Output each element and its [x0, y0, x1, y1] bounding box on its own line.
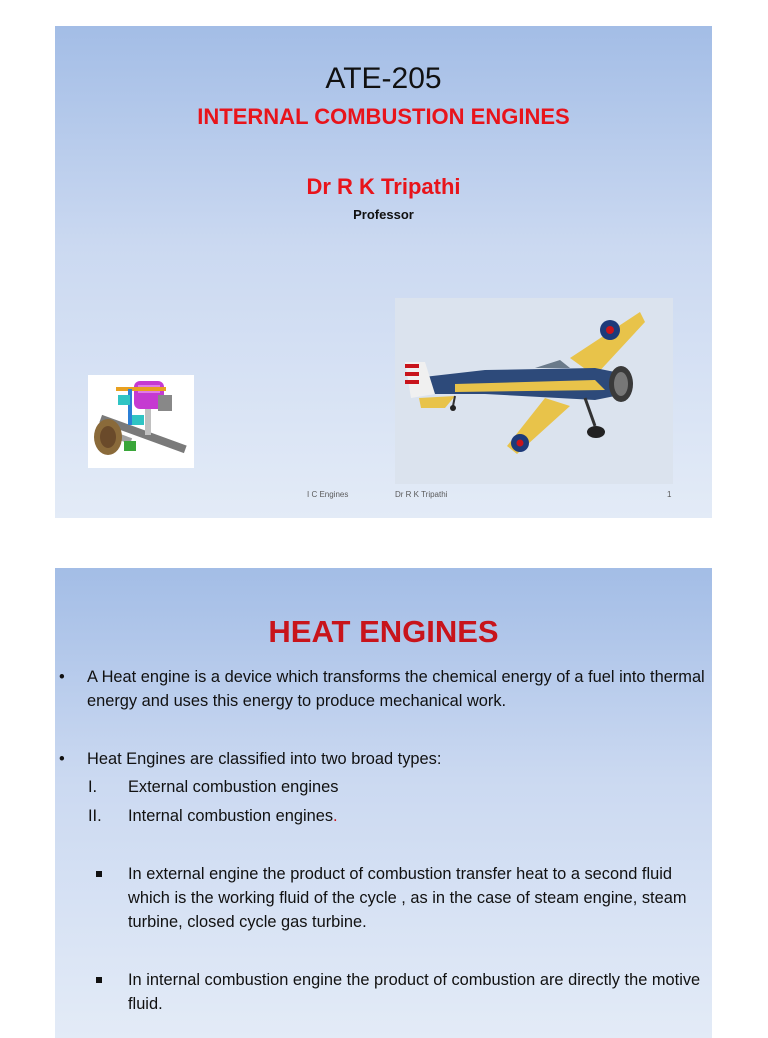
list-number: I. — [88, 778, 98, 796]
slide-title: INTERNAL COMBUSTION ENGINES — [197, 104, 570, 129]
page-number: 1 — [667, 490, 672, 499]
course-code: ATE-205 — [325, 62, 442, 95]
engine-diagram-image — [88, 375, 194, 468]
bullet-text: A Heat engine is a device which transforms the chemical energy of a fuel into thermal energy and uses this energy to produce mechanical work. — [87, 668, 705, 710]
sub-bullet-text: In external engine the product of combustion transfer heat to a second fluid which is the working fluid of the cycle , as in the case of steam engine, steam turbine, closed cycle gas turbine. — [128, 865, 687, 931]
author-name: Dr R K Tripathi — [306, 174, 461, 199]
bullet-dot-icon: • — [59, 750, 65, 768]
slide-2 — [55, 568, 712, 1038]
square-bullet-icon — [96, 871, 102, 877]
sub-bullet-item — [128, 968, 712, 1016]
slide-title: HEAT ENGINES — [268, 614, 499, 649]
author-role: Professor — [353, 207, 414, 222]
biplane-photo-image — [395, 298, 673, 484]
square-bullet-icon — [96, 977, 102, 983]
slide-1 — [55, 26, 712, 518]
list-item — [88, 775, 688, 799]
list-text: External combustion engines — [128, 778, 339, 796]
bullet-item — [59, 665, 707, 713]
list-number: II. — [88, 807, 102, 825]
list-text: Internal combustion engines — [128, 807, 334, 825]
sub-bullet-item — [128, 862, 712, 934]
list-item — [88, 804, 688, 828]
bullet-dot-icon: • — [59, 668, 65, 686]
footer-course: I C Engines — [307, 490, 349, 499]
list-trailing-period: . — [333, 807, 338, 825]
sub-bullet-text: In internal combustion engine the product of combustion are directly the motive fluid. — [128, 971, 701, 1013]
footer-author: Dr R K Tripathi — [395, 490, 448, 499]
bullet-item — [59, 747, 707, 771]
bullet-text: Heat Engines are classified into two broad types: — [87, 750, 442, 768]
